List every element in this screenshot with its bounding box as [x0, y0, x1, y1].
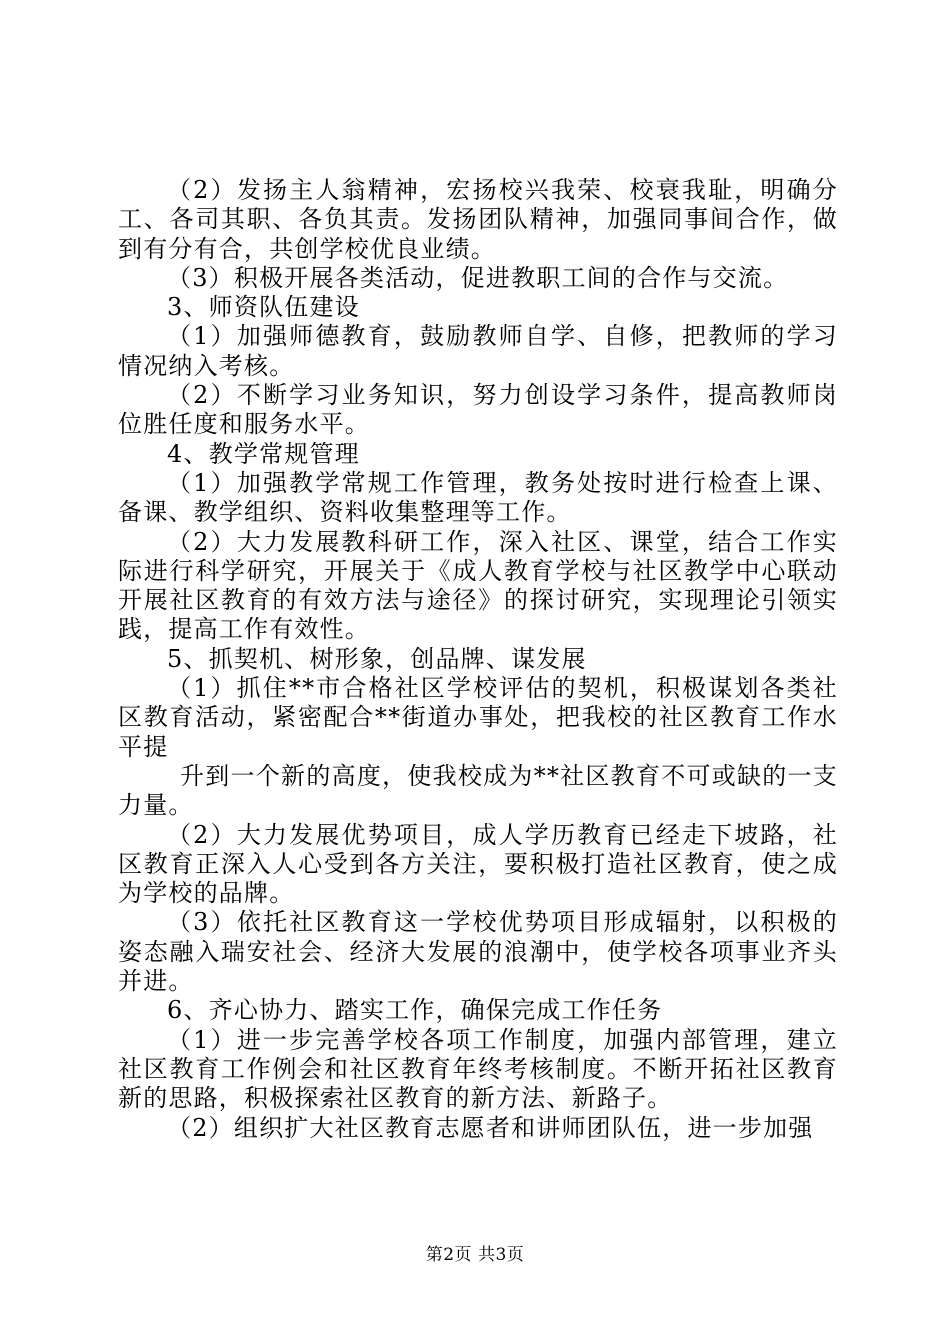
section-heading: 4、教学常规管理 — [167, 439, 360, 468]
paragraph-continuation: 升到一个新的高度，使我校成为**社区教育不可或缺的一支力量。 — [118, 761, 838, 820]
paragraph: （2）不断学习业务知识，努力创设学习条件，提高教师岗位胜任度和服务水平。 — [118, 381, 838, 439]
paragraph: （2）大力发展优势项目，成人学历教育已经走下坡路，社区教育正深入人心受到各方关注，要积极打造社区教育，使之成为学校的品牌。 — [118, 820, 838, 908]
paragraph: （3）积极开展各类活动，促进教职工间的合作与交流。 — [167, 263, 789, 292]
paragraph: （2）发扬主人翁精神，宏扬校兴我荣、校衰我耻，明确分工、各司其职、各负其责。发扬团队精神，加强同事间合作，做到有分有合，共创学校优良业绩。 — [118, 176, 838, 263]
paragraph: （3）依托社区教育这一学校优势项目形成辐射，以积极的姿态融入瑞安社会、经济大发展的浪潮中，使学校各项事业齐头并进。 — [118, 908, 838, 996]
page-number-footer: 第2页 共3页 — [425, 1245, 525, 1265]
paragraph: （1）加强师德教育，鼓励教师自学、自修，把教师的学习情况纳入考核。 — [118, 322, 838, 380]
section-heading: 6、齐心协力、踏实工作，确保完成工作任务 — [167, 996, 663, 1025]
paragraph: （2）大力发展教科研工作，深入社区、课堂，结合工作实际进行科学研究，开展关于《成人教育学校与社区教学中心联动开展社区教育的有效方法与途径》的探讨研究，实现理论引领实践，提高工作有效性。 — [118, 527, 838, 644]
paragraph: （1）加强教学常规工作管理，教务处按时进行检查上课、备课、教学组织、资料收集整理等工作。 — [118, 468, 838, 527]
section-heading: 3、师资队伍建设 — [167, 293, 360, 322]
section-heading: 5、抓契机、树形象，创品牌、谋发展 — [167, 644, 587, 673]
document-body — [118, 176, 838, 1143]
paragraph: （1）进一步完善学校各项工作制度，加强内部管理，建立社区教育工作例会和社区教育年终考核制度。不断开拓社区教育新的思路，积极探索社区教育的新方法、新路子。 — [118, 1025, 838, 1113]
paragraph: （1）抓住**市合格社区学校评估的契机，积极谋划各类社区教育活动，紧密配合**街道办事处，把我校的社区教育工作水平提 — [118, 674, 838, 761]
paragraph: （2）组织扩大社区教育志愿者和讲师团队伍，进一步加强 — [167, 1113, 814, 1142]
